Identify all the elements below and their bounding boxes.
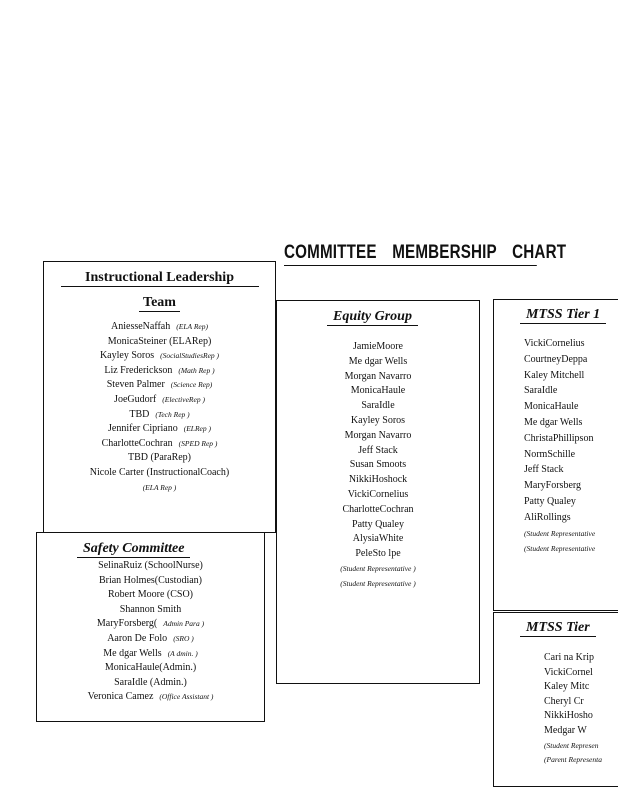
member-name: Kaley Mitc: [544, 681, 590, 693]
member-line: [544, 724, 618, 739]
member-line: [37, 574, 264, 589]
member-name: VickiCornelius: [347, 488, 409, 500]
member-role: (Student Representative: [524, 544, 596, 554]
member-name: Jeff Stack: [524, 464, 564, 476]
member-line: [44, 378, 275, 393]
member-name: VickiCornel: [544, 666, 593, 678]
member-role: (Student Representative ): [340, 563, 416, 573]
member-line: [44, 320, 275, 335]
member-name: Liz Frederickson: [104, 364, 173, 376]
member-name: NikkiHosho: [544, 710, 593, 722]
member-name: Morgan Navarro: [344, 429, 412, 441]
member-role: (A dmin. ): [167, 648, 198, 658]
member-name: Nicole Carter (InstructionalCoach): [89, 466, 230, 478]
member-line: [44, 408, 275, 423]
member-line: [277, 547, 479, 562]
member-name: Me dgar Wells: [348, 355, 408, 367]
member-line: [44, 335, 275, 350]
member-name: SaraIdle: [361, 400, 395, 412]
member-role: (Science Rep): [170, 380, 213, 390]
member-name: Medgar W: [544, 724, 587, 736]
member-role: Admin Para ): [163, 619, 205, 629]
member-role: (ELRep ): [183, 424, 211, 434]
member-name: Me dgar Wells: [103, 647, 162, 659]
member-name: Jennifer Cipriano: [108, 423, 178, 435]
ilt-title-line1: Instructional Leadership: [61, 270, 259, 287]
equity-group-box: [276, 300, 480, 684]
member-name: Veronica Camez: [87, 691, 154, 703]
member-role: (ELA Rep): [176, 322, 208, 331]
mtss2-title: MTSS Tier: [520, 620, 596, 637]
mtss-tier2-box: [493, 612, 618, 787]
member-name: MaryForsberg(: [96, 618, 158, 630]
mtss-tier1-box: [493, 299, 618, 611]
member-name: CourtneyDeppa: [524, 353, 588, 365]
member-name: JoeGudorf: [114, 393, 157, 405]
member-line: [277, 355, 479, 370]
member-line: [37, 603, 264, 618]
member-line: [44, 437, 275, 452]
member-name: SaraIdle (Admin.): [114, 676, 187, 688]
member-role: (Student Representative: [524, 528, 596, 538]
member-name: MonicaHaule: [350, 385, 406, 397]
member-name: SaraIdle: [524, 385, 558, 397]
member-name: TBD: [129, 408, 150, 420]
member-line: [44, 466, 275, 481]
member-name: Steven Palmer: [106, 379, 165, 391]
member-line: [524, 447, 618, 463]
member-name: Cheryl Cr: [544, 695, 584, 707]
member-line: [544, 739, 618, 754]
member-role: (SRO ): [173, 633, 194, 643]
member-name: MonicaHaule(Admin.): [104, 662, 197, 674]
member-line: [524, 526, 618, 542]
member-line: [277, 414, 479, 429]
safety-member-list: [37, 559, 264, 705]
member-line: [37, 647, 264, 662]
member-line: [544, 753, 618, 768]
member-line: [37, 559, 264, 574]
equity-title: Equity Group: [327, 309, 418, 326]
member-line: [524, 431, 618, 447]
member-line: [544, 666, 618, 681]
member-role: (Student Represen: [544, 740, 599, 750]
member-line: [37, 661, 264, 676]
instructional-leadership-team-box: [43, 261, 276, 533]
member-line: [44, 451, 275, 466]
member-line: [37, 676, 264, 691]
member-line: [524, 368, 618, 384]
member-name: Brian Holmes(Custodian): [98, 574, 203, 586]
member-line: [524, 494, 618, 510]
member-line: [544, 709, 618, 724]
member-line: [277, 370, 479, 385]
member-line: [277, 562, 479, 577]
member-line: [524, 462, 618, 478]
member-name: ChristaPhillipson: [524, 432, 594, 444]
safety-title: Safety Committee: [77, 541, 190, 558]
ilt-title-line2: Team: [139, 295, 180, 312]
member-line: [277, 488, 479, 503]
member-name: VickiCornelius: [524, 338, 585, 349]
mtss1-member-list: [524, 336, 618, 557]
member-name: Susan Smoots: [349, 459, 407, 471]
member-name: Patty Qualey: [524, 495, 576, 507]
member-name: Me dgar Wells: [524, 416, 583, 428]
member-name: Shannon Smith: [119, 603, 182, 615]
member-role: (Math Rep ): [178, 365, 215, 375]
member-line: [277, 458, 479, 473]
member-line: [524, 336, 618, 352]
member-line: [277, 503, 479, 518]
member-role: (ELA Rep ): [142, 482, 177, 492]
member-role: (Office Assistant ): [159, 692, 214, 702]
mtss2-member-list: [544, 651, 618, 768]
member-name: Robert Moore (CSO): [108, 589, 193, 601]
member-name: MaryForsberg: [524, 480, 582, 492]
member-line: [37, 588, 264, 603]
member-line: [524, 352, 618, 368]
member-name: JamieMoore: [353, 341, 403, 352]
member-name: NikkiHoshock: [348, 474, 408, 486]
member-line: [544, 651, 618, 666]
page-title: COMMITTEE MEMBERSHIP CHART: [284, 242, 537, 266]
member-name: AliRollings: [524, 511, 571, 523]
member-line: [44, 481, 275, 496]
member-line: [37, 690, 264, 705]
member-role: (Tech Rep ): [155, 409, 190, 419]
member-line: [524, 399, 618, 415]
member-name: Cari na Krip: [544, 652, 594, 663]
member-role: (SocialStudiesRep ): [160, 351, 220, 361]
member-name: PeleSto lpe: [355, 548, 401, 560]
member-line: [524, 541, 618, 557]
member-name: Jeff Stack: [358, 444, 398, 456]
member-line: [524, 510, 618, 526]
member-name: AniesseNaffah: [111, 321, 171, 332]
member-name: MonicaHaule: [524, 401, 579, 413]
member-name: Kayley Soros: [99, 350, 155, 362]
member-role: (Student Representative ): [340, 578, 416, 588]
member-name: CharlotteCochran: [342, 503, 414, 515]
member-line: [37, 632, 264, 647]
member-name: Aaron De Folo: [107, 632, 168, 644]
member-line: [37, 617, 264, 632]
member-name: Patty Qualey: [352, 518, 404, 530]
member-name: AlysiaWhite: [352, 533, 404, 545]
member-line: [544, 695, 618, 710]
ilt-member-list: [44, 320, 275, 495]
safety-committee-box: [36, 532, 265, 722]
member-line: [524, 478, 618, 494]
equity-member-list: [277, 340, 479, 592]
member-line: [277, 429, 479, 444]
member-line: [524, 383, 618, 399]
member-line: [277, 577, 479, 592]
member-name: CharlotteCochran: [101, 437, 173, 449]
member-role: (ElectiveRep ): [162, 394, 205, 404]
member-role: (SPED Rep ): [178, 438, 218, 448]
member-line: [277, 518, 479, 533]
member-name: MonicaSteiner (ELARep): [107, 335, 212, 347]
member-name: Kaley Mitchell: [524, 369, 585, 381]
member-name: Morgan Navarro: [344, 370, 412, 382]
member-line: [44, 422, 275, 437]
member-name: NormSchille: [524, 448, 576, 460]
member-line: [524, 415, 618, 431]
ilt-title: [61, 270, 259, 312]
member-name: Kayley Soros: [350, 414, 406, 426]
member-line: [277, 444, 479, 459]
member-line: [44, 349, 275, 364]
mtss1-title: MTSS Tier 1: [520, 307, 606, 324]
member-name: SelinaRuiz (SchoolNurse): [98, 560, 203, 571]
member-line: [44, 364, 275, 379]
member-line: [277, 340, 479, 355]
member-role: (Parent Representa: [544, 755, 602, 765]
member-line: [44, 393, 275, 408]
member-line: [277, 532, 479, 547]
member-name: TBD (ParaRep): [127, 452, 192, 464]
member-line: [277, 473, 479, 488]
member-line: [277, 399, 479, 414]
member-line: [544, 680, 618, 695]
member-line: [277, 384, 479, 399]
